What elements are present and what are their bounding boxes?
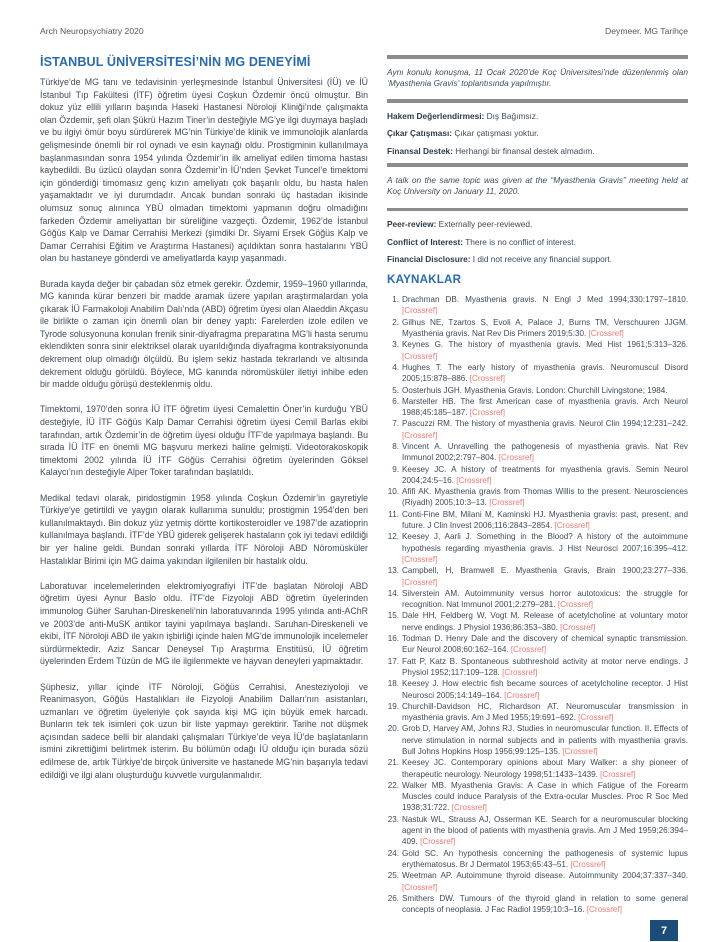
reference-item — [387, 441, 688, 464]
body-paragraph: Burada kayda değer bir çabadan söz etmek gerekir. Özdemir, 1959–1960 yıllarında, MG kanında kürar benzeri bir madde aramak üzere yapılan araştırmalardan yola çıkarak İÜ Farmakoloji Anabilim Dalı’nda (ABD) öğretim üyesi olan Alaeddin Akçasu ile birlikte o zaman için önemli olan bir deney yaptı: Farelerden izole edilen ve Tyrode solusyonuna konulan frenik sinir-diyafragma preparatına MG’li hasta serumu eklendikten sonra sinir elektriksel olarak uyarıldığında diyafragma kontraksiyonunda dekrement olup olmadığı ölçüldü. Bu işlem sekiz hastada tekrarlandı ve altısında dekrement olduğu görüldü. Böylece, MG kanında nöromüsküler iletiyi inhibe eden bir madde olduğu görüşü desteklenmiş oldu. — [40, 278, 368, 390]
disclosure-line — [387, 219, 688, 230]
meeting-note-english: A talk on the same topic was given at the “Myasthenia Gravis” meeting held at Koç University on January 11, 2020. — [387, 174, 688, 197]
reference-item — [387, 870, 688, 893]
reference-item — [387, 633, 688, 656]
reference-item — [387, 509, 688, 532]
reference-item — [387, 396, 688, 419]
reference-item — [387, 757, 688, 780]
reference-item — [387, 362, 688, 385]
crossref-link[interactable]: [Crossref] — [510, 645, 547, 655]
disclosure-text: Externally peer-reviewed. — [438, 219, 533, 230]
reference-text: Hughes T. The early history of myasthenia gravis. Neuromuscul Disord 2005;15:878–886. — [402, 362, 688, 384]
crossref-link[interactable]: [Crossref] — [600, 769, 636, 779]
crossref-link[interactable]: [Crossref] — [586, 905, 622, 915]
reference-item — [387, 610, 688, 633]
disclosure-text: Dış Bağımsız. — [486, 110, 539, 121]
section-divider — [387, 163, 688, 167]
crossref-link[interactable]: [Crossref] — [402, 882, 438, 892]
reference-text: Keesey JC. A history of treatments for myasthenia gravis. Semin Neurol 2004;24:5–16. — [402, 464, 688, 485]
disclosure-line — [387, 128, 688, 139]
reference-text: Fatt P, Katz B. Spontaneous subthreshold activity at motor nerve endings. J Physiol 1952;117:109–128. — [402, 656, 688, 677]
crossref-link[interactable]: [Crossref] — [554, 521, 590, 531]
reference-item — [387, 486, 688, 509]
right-column — [387, 55, 688, 915]
reference-text: Gold SC. An hypothesis concerning the pathogenesis of systemic lupus erythematosus. Br J Dermatol 1953;65:43–51. — [402, 848, 688, 869]
section-divider — [387, 99, 688, 103]
reference-text: Smithers DW. Tumours of the thyroid gland in relation to some general concepts of neoplasia. J Fac Radiol 1959;10:3–16. — [402, 893, 688, 915]
disclosure-text: I did not receive any financial support. — [472, 254, 613, 265]
meeting-note-turkish: Aynı konulu konuşma, 11 Ocak 2020’de Koç Üniversitesi’nde düzenlenmiş olan ‘Myasthenia Gravis’ toplantısında yapılmıştır. — [387, 66, 688, 88]
reference-text: Weetman AP. Autoimmune thyroid disease. Autoimmunity 2004;37:337–340. — [402, 871, 688, 881]
reference-item — [387, 701, 688, 724]
disclosure-line — [387, 254, 688, 265]
reference-text: Silverstein AM. Autoimmunity versus horror autotoxicus: the struggle for recognition. Nat Immunol 2001;2:279–281. — [402, 588, 688, 610]
reference-item — [387, 418, 688, 441]
body-paragraph: Timektomi, 1970’den sonra İÜ İTF öğretim üyesi Cemalettin Öner’in kurduğu YBÜ desteğiyle, İÜ İTF Göğüs Kalp Damar Cerrahisi öğretim üyesi Cemil Barlas ekibi tarafından, artık Özdemir’in de öğretim üyesi olduğu İTF’de yapılmaya başlandı. Bu sırada İÜ İTF en önemli MG başvuru merkezi haline gelmişti. Videotorakoskopik timektomi 2002 yılında İÜ İTF Göğüs Cerrahisi öğretim üyelerinden Göksel Kalaycı’nın desteğiyle Alper Toker tarafından başlatıldı. — [40, 404, 368, 478]
reference-text: Campbell, H, Bramwell E. Myasthenia Gravis, Brain 1900;23:277–336. — [402, 566, 688, 576]
reference-item — [387, 814, 688, 848]
body-paragraph: Medikal tedavi olarak, piridostigmin 1958 yılında Coşkun Özdemir’in gayretiyle Türkiye’ye getirtildi ve yaygın olarak kullanıma sunuldu; prostigmin 1954’den beri kullanılmaktaydı. Bin dokuz yüz yetmiş dörtte kortikosteroidler ve 1987’de azatioprin kullanılmaya başlandı. İTF’de YBÜ giderek gelişerek hastaların çok iyi tedavi edildiği bir yer haline geldi. Bundan sonraki yıllarda İTF Nöroloji ABD Nöromüsküler Hastalıklar Birimi için MG daima yakından ilgilenilen bir hastalık oldu. — [40, 492, 368, 566]
crossref-link[interactable]: [Crossref] — [557, 600, 594, 610]
disclosure-label: Finansal Destek: — [387, 145, 453, 156]
reference-text: Vincent A. Unravelling the pathogenesis of myasthenia gravis. Nat Rev Immunol 2002;2:797–804. — [402, 441, 688, 463]
disclosures-english — [387, 219, 688, 265]
reference-text: Grob D, Harvey AM, Johns RJ. Studies in neuromuscular function. II. Effects of nerve stimulation in normal subjects and in patients with myasthenia gravis. Bull Johns Hopkins Hosp 1956;99:125–135. — [402, 724, 688, 756]
references-list — [387, 294, 688, 915]
disclosure-label: Hakem Değerlendirmesi: — [387, 110, 485, 121]
disclosure-text: Çıkar çatışması yoktur. — [454, 128, 539, 139]
crossref-link[interactable]: [Crossref] — [402, 577, 438, 587]
disclosure-label: Peer-review: — [387, 219, 437, 230]
crossref-link[interactable]: [Crossref] — [502, 667, 538, 677]
reference-text: Keesey J, Aarli J. Something in the Blood? A history of the autoimmune hypothesis regarding myasthenia gravis. J Hist Neurosci 2007;16:395–412. — [402, 532, 688, 553]
journal-name: Arch Neuropsychiatry 2020 — [40, 26, 144, 36]
disclosure-text: Herhangi bir finansal destek almadım. — [455, 145, 595, 156]
body-paragraph: Laboratuvar incelemelerinden elektromiyografiyi İTF’de başlatan Nöroloji ABD öğretim üyesi Aynur Baslo oldu. İTF’de Fizyoloji ABD öğretim üyelerinden immunolog Güher Saruhan-Direskeneli’nin laboratuvarında 1995 yılında anti-AChR ve 2003’de anti-MuSK antikor tayini yapılmaya başlandı. Saruhan-Direskeneli ve ekibi, İTF Nöroloji ABD ile yakın işbirliği içinde halen MG’de immunolojik incelemeler sürdürmektedir. Aziz Sancar Deneysel Tıp Araştırma Enstitüsü, İÜ öğretim üyelerinden Erdem Tüzün de MG ile ilgilenmekte ve hayvan deneyleri yapmaktadır. — [40, 580, 368, 667]
crossref-link[interactable]: [Crossref] — [560, 622, 596, 632]
page-body — [40, 55, 688, 915]
reference-item — [387, 385, 688, 396]
reference-item — [387, 588, 688, 611]
disclosure-line — [387, 146, 688, 157]
section-divider — [387, 55, 688, 59]
crossref-link[interactable]: [Crossref] — [402, 430, 438, 440]
reference-item — [387, 294, 688, 317]
disclosure-line — [387, 111, 688, 122]
article-paragraphs — [40, 76, 368, 781]
page-number-badge — [650, 920, 678, 941]
disclosure-label: Conflict of Interest: — [387, 236, 464, 247]
disclosure-label: Financial Disclosure: — [387, 254, 471, 265]
reference-item — [387, 678, 688, 701]
reference-text: Todman D. Henry Dale and the discovery of chemical synaptic transmission. Eur Neurol 2008;60:162–164. — [402, 634, 688, 655]
reference-item — [387, 780, 688, 814]
reference-item — [387, 565, 688, 588]
reference-text: Dale HH, Feldberg W, Vogt M. Release of acetylcholine at voluntary motor nerve endings. J Physiol 1936;86:353–380. — [402, 611, 688, 632]
disclosure-text: There is no conflict of interest. — [465, 236, 576, 247]
crossref-link[interactable]: [Crossref] — [469, 374, 506, 384]
crossref-link[interactable]: [Crossref] — [420, 837, 456, 847]
article-short-title: Deymeer. MG Tarihçe — [605, 26, 688, 36]
crossref-link[interactable]: [Crossref] — [578, 713, 614, 723]
reference-text: Keesey JC. Contemporary opinions about Mary Walker: a shy pioneer of therapeutic neurology. Neurology 1998;51:1433–1439. — [402, 758, 688, 779]
section-title: İSTANBUL ÜNİVERSİTESİ’NİN MG DENEYİMİ — [40, 55, 311, 69]
crossref-link[interactable]: [Crossref] — [498, 453, 534, 463]
reference-text: Drachman DB. Myasthenia gravis. N Engl J Med 1994;330:1797–1810. — [402, 295, 688, 305]
reference-item — [387, 464, 688, 487]
crossref-link[interactable]: [Crossref] — [469, 408, 506, 418]
crossref-link[interactable]: [Crossref] — [456, 475, 492, 485]
section-divider — [387, 208, 688, 212]
body-paragraph: Türkiye’de MG tanı ve tedavisinin yerleşmesinde İstanbul Üniversitesi (İÜ) ve İÜ İstanbul Tıp Fakültesi (İTF) öğretim üyesi Coşkun Özdemir öncü olmuştur. Bin dokuz yüz ellili yılların başında Haseki Hastanesi Nöroloji Kliniği’nde çalışmakta olan Özdemir, şefi olan Şükrü Hazım Tiner’in desteğiyle MG’ye ilgi duymaya başladı ve bu ilgiyi ömür boyu sürdürerek MG’nin Türkiye’de klinik ve immunolojik alanlarda gelişmesinde önemli bir rol oynadı ve esin kaynağı oldu. Prostigminin kullanılmaya başlanmasından sonra 1954 yılında Özdemir’in ilk ameliyat edilen timoma hastası kaybedildi. Bu üzücü olaydan sonra Özdemir’in İÜ’nden Şevket Tuncel’e timektomi için gönderdiği timomasız genç kızın ameliyatı çok başarılı oldu, bu hasta halen yaşamaktadır ve iyi durumdadır. Ancak bundan sonraki üç hastadan ikisinde olumsuz sonuç alınınca YBÜ olmadan timektomi yapmanın doğru olmadığını farkeden Özdemir ameliyattan bir süreliğine vazgeçti. Özdemir, 1962’de İstanbul Göğüs Kalp ve Damar Cerrahisi Merkezi (şimdiki Dr. Siyami Ersek Göğüs Kalp ve Damar Cerrahisi Eğitim ve Araştırma Hastanesi) açıldıktan sonra hastalarını YBÜ olan bu hastaneye gönderdi ve ameliyatlarda kayıp yaşanmadı. — [40, 77, 368, 264]
reference-text: Keesey J. How electric fish became sources of acetylcholine receptor. J Hist Neurosci 2005;14:149–164. — [402, 679, 688, 700]
left-column — [40, 55, 368, 915]
reference-item — [387, 848, 688, 871]
crossref-link[interactable]: [Crossref] — [402, 351, 438, 361]
reference-text: Churchill-Davidson HC, Richardson AT. Neuromuscular transmission in myasthenia gravis. Am J Med 1955;19:691–692. — [402, 701, 688, 723]
reference-text: Walker MB. Myasthenia Gravis: A Case in which Fatigue of the Forearm Muscles could induce Paralysis of the Extra-ocular Muscles. Proc R Soc Med 1938;31:722. — [402, 780, 688, 813]
disclosure-line — [387, 237, 688, 248]
body-paragraph: Şüphesiz, yıllar içinde İTF Nöroloji, Göğüs Cerrahisi, Anesteziyoloji ve Reanimasyon, Göğüs Hastalıkları ile Fizyoloji Anabilim Dalları’nın asistanları, uzmanları ve öğretim üyeleriyle çok sayıda kişi MG için büyük emek harcadı. Bunların tek tek isimleri çok uzun bir liste yapmayı gerektirir. Tarihe not düşmek açısından sadece belli bir alandaki çalışmaları Türkiye’de veya İÜ’de başlatanların ismini zikrettiğimi belirtmek isterim. Bu bölümün odağı İÜ olduğu için burada sözü edilmese de, artık Türkiye’de birçok üniversite ve hastanede MG’nin başarıyla tedavi edildiği ve ilgi alanı oluşturduğu kuvvetle vurgulanmalıdır. — [40, 681, 368, 780]
running-header — [40, 26, 688, 36]
disclosure-label: Çıkar Çatışması: — [387, 128, 453, 139]
crossref-link[interactable]: [Crossref] — [451, 803, 487, 813]
references-title: KAYNAKLAR — [387, 273, 462, 287]
reference-item — [387, 339, 688, 362]
crossref-link[interactable]: [Crossref] — [562, 747, 598, 756]
reference-item — [387, 317, 688, 340]
reference-text: Marsteller HB. The first American case of myasthenia gravis. Arch Neurol 1988;45:185–187. — [402, 396, 688, 418]
reference-text: Gilhus NE, Tzartos S, Evoli A, Palace J, Burns TM, Verschuuren JJGM. Myasthenia gravis. Nat Rev Dis Primers 2019;5:30. — [402, 317, 688, 339]
reference-item — [387, 723, 688, 757]
reference-text: Oosterhuis JGH. Myasthenia Gravis. London: Churchill Livingstone; 1984. — [402, 385, 668, 395]
crossref-link[interactable]: [Crossref] — [489, 498, 525, 508]
reference-item — [387, 893, 688, 916]
crossref-link[interactable]: [Crossref] — [402, 306, 438, 316]
reference-text: Pascuzzi RM. The history of myasthenia gravis. Neurol Clin 1994;12:231–242. — [402, 419, 688, 429]
crossref-link[interactable]: [Crossref] — [588, 329, 624, 339]
reference-item — [387, 531, 688, 565]
reference-text: Nastuk WL, Strauss AJ, Osserman KE. Search for a neuromuscular blocking agent in the blood of patients with myasthenia gravis. Am J Med 1959;26:394–409. — [402, 814, 688, 847]
page-number: 7 — [660, 924, 668, 937]
reference-text: Keynes G. The history of myasthenia gravis. Med Hist 1961;5:313–326. — [402, 340, 688, 350]
crossref-link[interactable]: [Crossref] — [504, 690, 540, 700]
reference-item — [387, 656, 688, 679]
disclosures-turkish — [387, 111, 688, 157]
crossref-link[interactable]: [Crossref] — [570, 859, 606, 869]
reference-text: Afifi AK. Myasthenia gravis from Thomas Willis to the present. Neurosciences (Riyadh) 2005;10:3–13. — [402, 487, 688, 508]
crossref-link[interactable]: [Crossref] — [402, 554, 438, 564]
reference-text: Conti-Fine BM, Milani M, Kaminski HJ. Myasthenia gravis: past, present, and future. J Clin Invest 2006;116:2843–2854. — [402, 509, 688, 531]
